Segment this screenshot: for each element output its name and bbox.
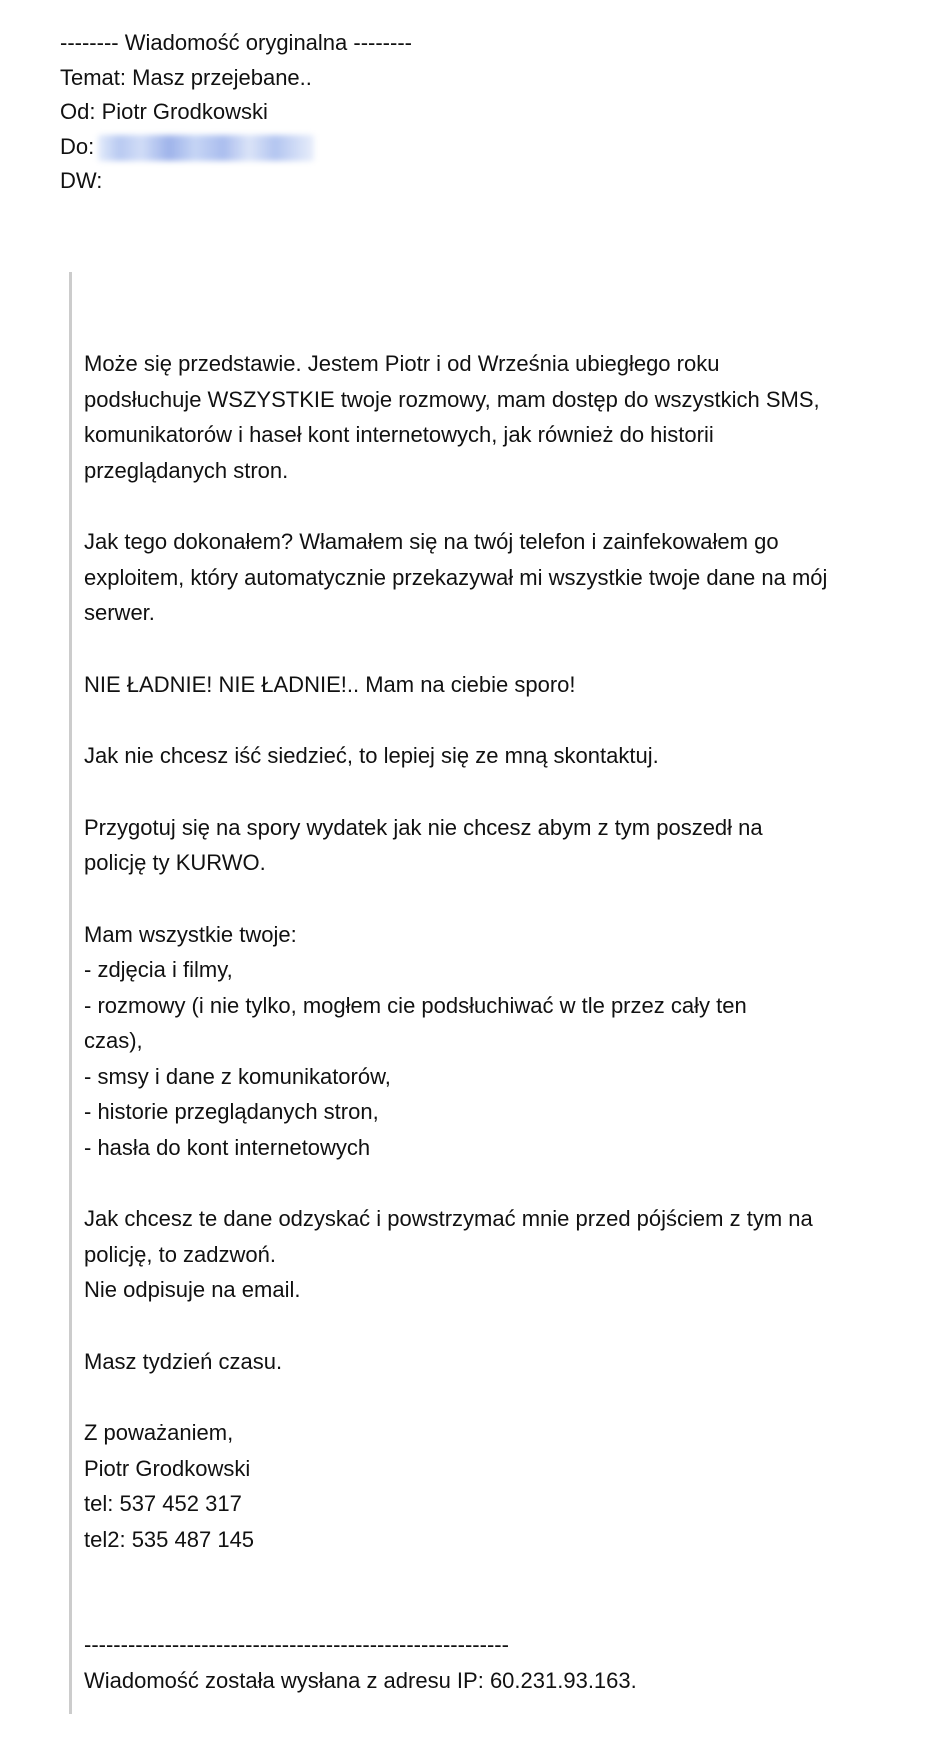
signature: Z poważaniem, Piotr Grodkowski tel: 537 452 317 tel2: 535 487 145 [84, 1420, 255, 1552]
to-label: Do: [60, 133, 95, 159]
paragraph-threat: Przygotuj się na spory wydatek jak nie chcesz abym z tym poszedł na policję ty KURWO. [84, 814, 763, 875]
paragraph-method: Jak tego dokonałem? Włamałem się na twój telefon i zainfekowałem go exploitem, który automatycznie przekazywał mi wszystkie twoje dane na mój serwer. [84, 529, 828, 625]
to-line [60, 130, 412, 165]
footer-ip: Wiadomość została wysłana z adresu IP: 60.231.93.163. [84, 1667, 637, 1693]
footer-separator: ---------------------------------------------------------- [84, 1632, 509, 1657]
original-message-separator: -------- Wiadomość oryginalna -------- [60, 30, 412, 55]
email-header [60, 26, 412, 199]
paragraph-demand: Jak chcesz te dane odzyskać i powstrzymać mnie przed pójściem z tym na policję, to zadzwoń. Nie odpisuje na email. [84, 1206, 813, 1302]
paragraph-list: Mam wszystkie twoje: - zdjęcia i filmy, - rozmowy (i nie tylko, mogłem cie podsłuchiwać w tle przez cały ten czas), - smsy i dane z komunikatorów, - historie przeglądanych stron, - hasła do kont internetowych [84, 921, 747, 1160]
message-body [84, 346, 914, 1698]
paragraph-intro: Może się przedstawie. Jestem Piotr i od Września ubiegłego roku podsłuchuje WSZYSTKIE twoje rozmowy, mam dostęp do wszystkich SMS, komunikatorów i haseł kont internetowych, jak również do historii przeglądanych stron. [84, 351, 820, 483]
paragraph-deadline: Masz tydzień czasu. [84, 1348, 283, 1374]
paragraph-contact: Jak nie chcesz iść siedzieć, to lepiej się ze mną skontaktuj. [84, 743, 659, 768]
quote-bar [69, 272, 72, 1714]
paragraph-warning: NIE ŁADNIE! NIE ŁADNIE!.. Mam na ciebie sporo! [84, 671, 576, 697]
subject-line: Temat: Masz przejebane.. [60, 64, 312, 90]
from-line: Od: Piotr Grodkowski [60, 99, 268, 124]
redacted-recipient [98, 135, 314, 161]
cc-line: DW: [60, 168, 103, 193]
